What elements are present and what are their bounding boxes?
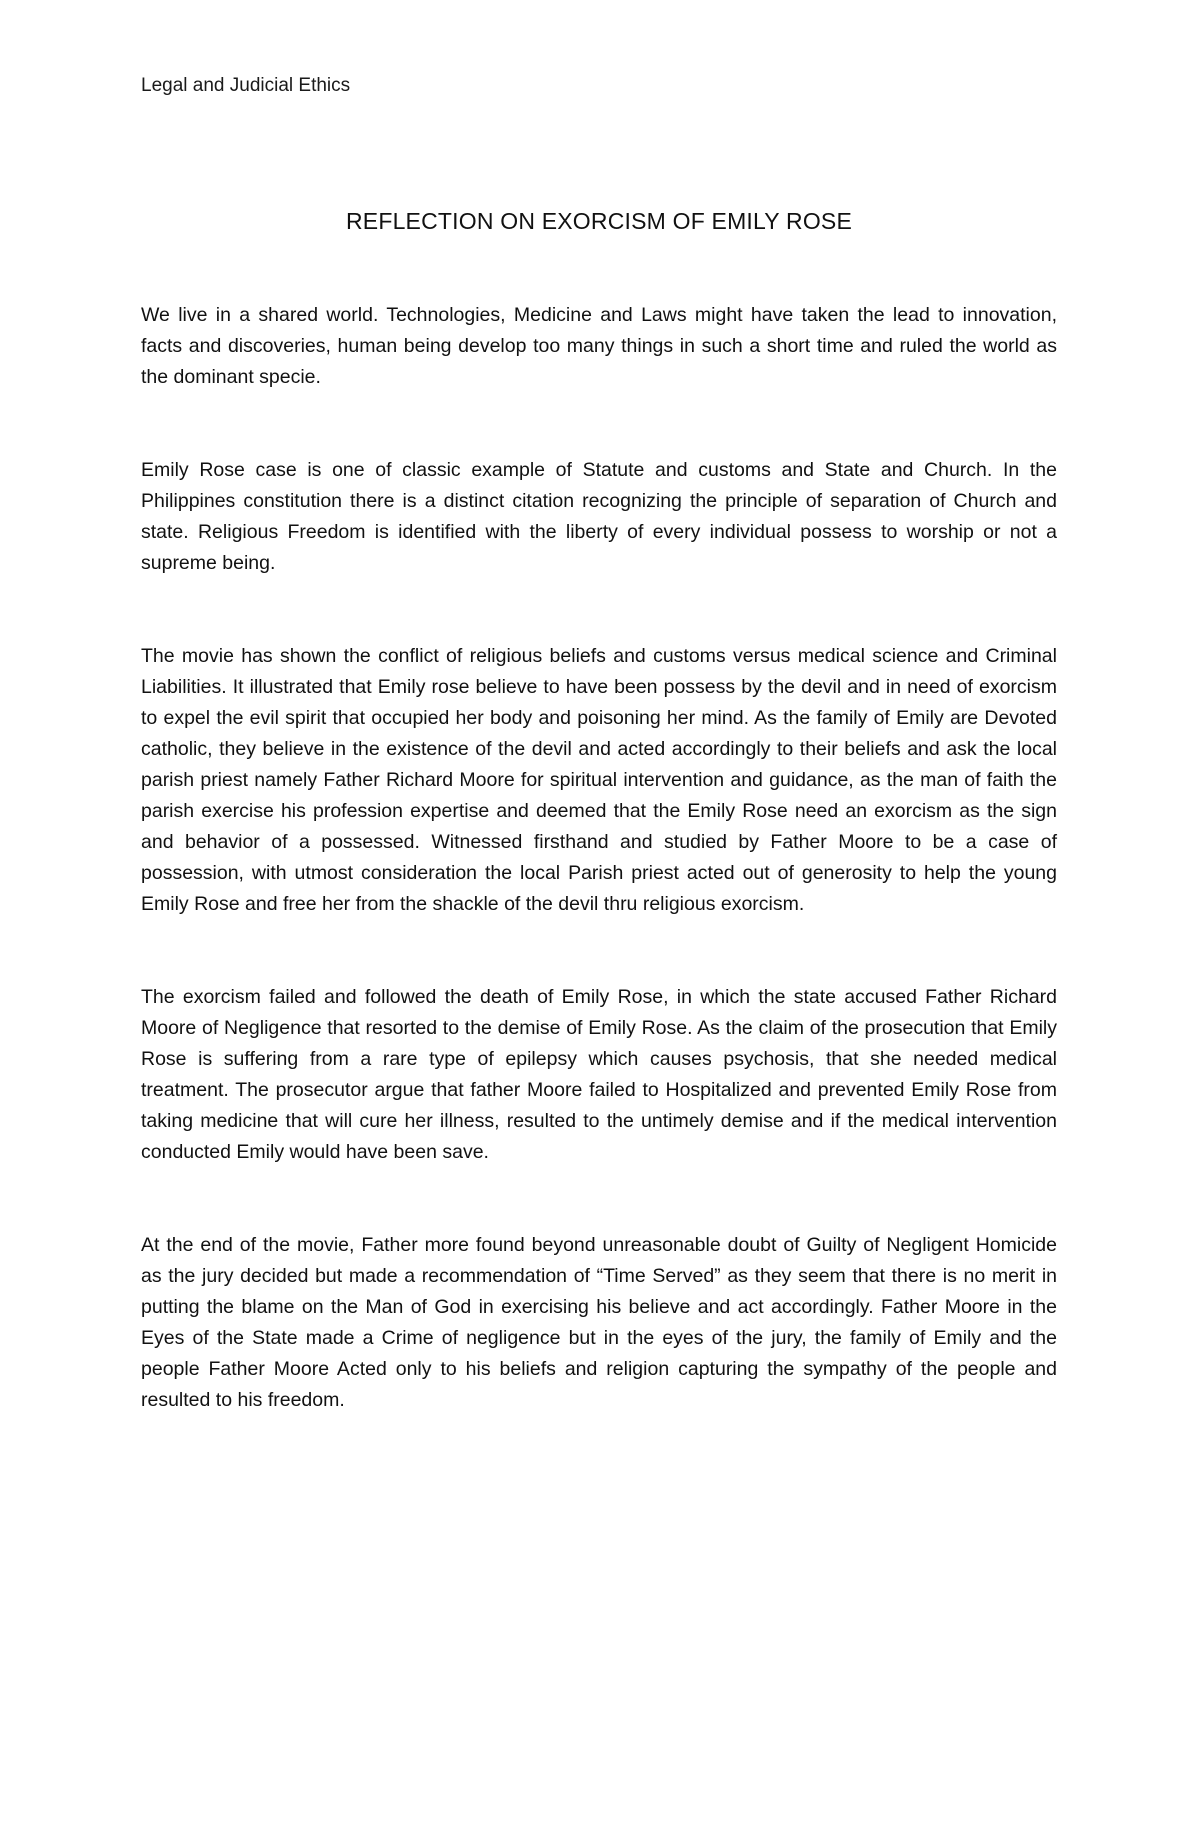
paragraph-intro: We live in a shared world. Technologies, Medicine and Laws might have taken the lead to innovation, facts and discoveries, human being develop too many things in such a short time and ruled the world as the dominant specie. bbox=[141, 304, 1057, 388]
paragraph-verdict: At the end of the movie, Father more found beyond unreasonable doubt of Guilty of Negligent Homicide as the jury decided but made a recommendation of “Time Served” as they seem that there is no merit in putting the blame on the Man of God in exercising his believe and act accordingly. Father Moore in the Eyes of the State made a Crime of negligence but in the eyes of the jury, the family of Emily and the people Father Moore Acted only to his beliefs and religion capturing the sympathy of the people and resulted to his freedom. bbox=[141, 1234, 1057, 1411]
document-title: REFLECTION ON EXORCISM OF EMILY ROSE bbox=[345, 208, 853, 234]
document-body bbox=[141, 300, 1057, 1478]
paragraph-movie-conflict: The movie has shown the conflict of religious beliefs and customs versus medical science and Criminal Liabilities. It illustrated that Emily rose believe to have been possess by the devil and in need of exorcism to expel the evil spirit that occupied her body and poisoning her mind. As the family of Emily are Devoted catholic, they believe in the existence of the devil and acted accordingly to their beliefs and ask the local parish priest namely Father Richard Moore for spiritual intervention and guidance, as the man of faith the parish exercise his profession expertise and deemed that the Emily Rose need an exorcism as the sign and behavior of a possessed. Witnessed firsthand and studied by Father Moore to be a case of possession, with utmost consideration the local Parish priest acted out of generosity to help the young Emily Rose and free her from the shackle of the devil thru religious exorcism. bbox=[141, 645, 1057, 915]
paragraph-prosecution: The exorcism failed and followed the death of Emily Rose, in which the state accused Father Richard Moore of Negligence that resorted to the demise of Emily Rose. As the claim of the prosecution that Emily Rose is suffering from a rare type of epilepsy which causes psychosis, that she needed medical treatment. The prosecutor argue that father Moore failed to Hospitalized and prevented Emily Rose from taking medicine that will cure her illness, resulted to the untimely demise and if the medical intervention conducted Emily would have been save. bbox=[141, 986, 1057, 1163]
running-header: Legal and Judicial Ethics bbox=[141, 75, 351, 96]
paragraph-case-context: Emily Rose case is one of classic example of Statute and customs and State and Church. In the Philippines constitution there is a distinct citation recognizing the principle of separation of Church and state. Religious Freedom is identified with the liberty of every individual possess to worship or not a supreme being. bbox=[141, 459, 1057, 574]
